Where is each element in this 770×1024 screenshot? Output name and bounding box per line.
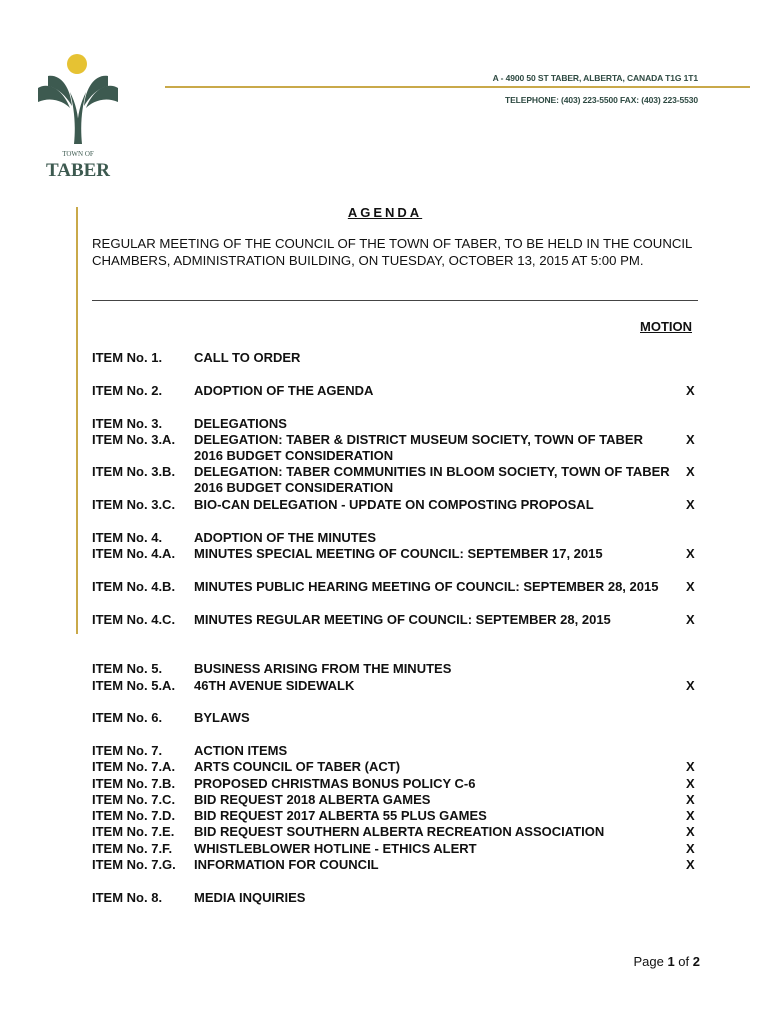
item-number: ITEM No. 2.	[92, 383, 163, 398]
item-title: BID REQUEST 2018 ALBERTA GAMES	[194, 792, 431, 807]
item-number: ITEM No. 7.E.	[92, 824, 175, 839]
header-divider	[165, 86, 750, 88]
motion-mark: X	[686, 546, 695, 561]
item-title: BID REQUEST 2017 ALBERTA 55 PLUS GAMES	[194, 808, 487, 823]
item-title: BUSINESS ARISING FROM THE MINUTES	[194, 661, 452, 676]
motion-mark: X	[686, 612, 695, 627]
item-number: ITEM No. 6.	[92, 710, 163, 725]
agenda-title: AGENDA	[347, 205, 423, 220]
item-title: WHISTLEBLOWER HOTLINE - ETHICS ALERT	[194, 841, 477, 856]
item-number: ITEM No. 3.B.	[92, 464, 176, 479]
item-title: MEDIA INQUIRIES	[194, 890, 306, 905]
item-number: ITEM No. 7.B.	[92, 776, 176, 791]
page-of: of	[678, 954, 690, 969]
item-title: DELEGATION: TABER COMMUNITIES IN BLOOM SOCIETY, TOWN OF TABER 2016 BUDGET CONSIDERATION	[194, 464, 670, 495]
item-title: ACTION ITEMS	[194, 743, 288, 758]
item-number: ITEM No. 7.G.	[92, 857, 176, 872]
item-number: ITEM No. 3.C.	[92, 497, 176, 512]
item-title: ADOPTION OF THE MINUTES	[194, 530, 376, 545]
item-number: ITEM No. 4.B.	[92, 579, 176, 594]
item-title: BID REQUEST SOUTHERN ALBERTA RECREATION ASSOCIATION	[194, 824, 605, 839]
item-title: ARTS COUNCIL OF TABER (ACT)	[194, 759, 401, 774]
motion-mark: X	[686, 857, 695, 872]
item-title: MINUTES PUBLIC HEARING MEETING OF COUNCIL: SEPTEMBER 28, 2015	[194, 579, 659, 594]
town-of-taber-logo	[34, 52, 124, 182]
meeting-intro: REGULAR MEETING OF THE COUNCIL OF THE TOWN OF TABER, TO BE HELD IN THE COUNCIL CHAMBERS, ADMINISTRATION BUILDING, ON TUESDAY, OCTOBER 13, 2015 AT 5:00 PM.	[92, 236, 692, 268]
item-number: ITEM No. 4.C.	[92, 612, 176, 627]
item-number: ITEM No. 3.A.	[92, 432, 176, 447]
page-total: 2	[692, 954, 700, 969]
motion-mark: X	[686, 776, 695, 791]
motion-mark: X	[686, 497, 695, 512]
item-number: ITEM No. 3.	[92, 416, 163, 431]
item-title: DELEGATIONS	[194, 416, 287, 431]
item-title: INFORMATION FOR COUNCIL	[194, 857, 379, 872]
motion-mark: X	[686, 432, 695, 447]
motion-mark: X	[686, 759, 695, 774]
intro-divider	[92, 300, 698, 301]
item-title: PROPOSED CHRISTMAS BONUS POLICY C-6	[194, 776, 476, 791]
item-number: ITEM No. 7.	[92, 743, 163, 758]
motion-mark: X	[686, 824, 695, 839]
item-title: 46TH AVENUE SIDEWALK	[194, 678, 355, 693]
logo-top-text: TOWN OF	[62, 150, 94, 158]
logo-name-text: TABER	[45, 160, 111, 181]
motion-mark: X	[686, 579, 695, 594]
address-line: A - 4900 50 ST TABER, ALBERTA, CANADA T1G 1T1	[492, 73, 698, 83]
motion-column-header: MOTION	[640, 319, 692, 334]
motion-mark: X	[686, 841, 695, 856]
item-title: CALL TO ORDER	[194, 350, 301, 365]
item-number: ITEM No. 5.	[92, 661, 163, 676]
telephone-line: TELEPHONE: (403) 223-5500 FAX: (403) 223-5530	[505, 95, 698, 105]
item-title: MINUTES SPECIAL MEETING OF COUNCIL: SEPTEMBER 17, 2015	[194, 546, 603, 561]
page-label: Page	[633, 954, 664, 969]
margin-bar	[76, 207, 78, 634]
item-number: ITEM No. 8.	[92, 890, 163, 905]
item-number: ITEM No. 7.A.	[92, 759, 176, 774]
item-title: BIO-CAN DELEGATION - UPDATE ON COMPOSTING PROPOSAL	[194, 497, 594, 512]
item-title: BYLAWS	[194, 710, 250, 725]
motion-mark: X	[686, 383, 695, 398]
page-current: 1	[667, 954, 675, 969]
item-number: ITEM No. 7.C.	[92, 792, 176, 807]
item-title: DELEGATION: TABER & DISTRICT MUSEUM SOCIETY, TOWN OF TABER 2016 BUDGET CONSIDERATION	[194, 432, 643, 463]
motion-mark: X	[686, 792, 695, 807]
item-number: ITEM No. 1.	[92, 350, 163, 365]
page-indicator	[633, 954, 700, 969]
motion-mark: X	[686, 464, 695, 479]
motion-mark: X	[686, 678, 695, 693]
item-title: ADOPTION OF THE AGENDA	[194, 383, 374, 398]
item-number: ITEM No. 4.	[92, 530, 163, 545]
item-title: MINUTES REGULAR MEETING OF COUNCIL: SEPTEMBER 28, 2015	[194, 612, 611, 627]
motion-mark: X	[686, 808, 695, 823]
item-number: ITEM No. 5.A.	[92, 678, 176, 693]
item-number: ITEM No. 4.A.	[92, 546, 176, 561]
item-number: ITEM No. 7.D.	[92, 808, 176, 823]
item-number: ITEM No. 7.F.	[92, 841, 173, 856]
